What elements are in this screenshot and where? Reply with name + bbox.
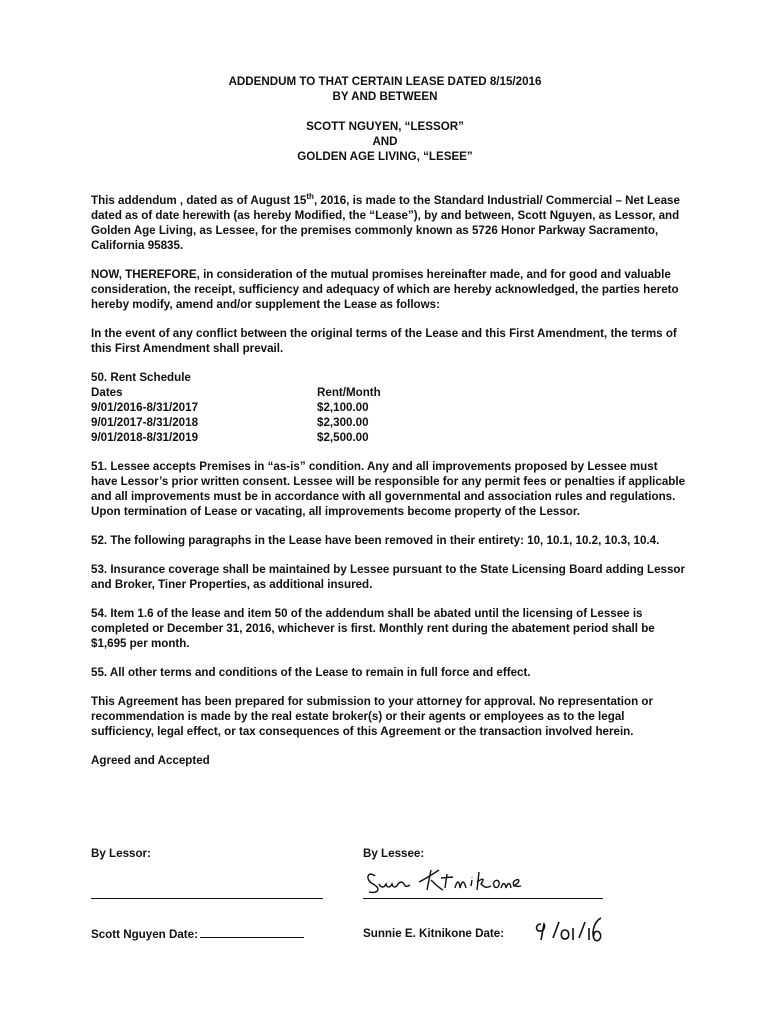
rent-row-dates: 9/01/2017-8/31/2018 bbox=[91, 416, 199, 429]
rent-schedule-row bbox=[91, 415, 686, 430]
title-line-3: SCOTT NGUYEN, “LESSOR” bbox=[306, 120, 464, 133]
rent-schedule-row bbox=[91, 400, 686, 415]
clause-52: 52. The following paragraphs in the Lease have been removed in their entirety: 10, 10.1, 10.2, 10.3, 10.4. bbox=[91, 534, 660, 547]
rent-schedule-heading: 50. Rent Schedule bbox=[91, 371, 191, 384]
lessor-signature-line bbox=[91, 898, 323, 899]
dates-column-header: Dates bbox=[91, 386, 123, 399]
intro-text-b: , 2016, is made to the Standard Industrial/ Commercial – Net Lease dated as of date herewith (as hereby Modified, the “Lease”), by and between, Scott Nguyen, as Lessor, and Golden Age Living, as Lessee, for the premises commonly known as 5726 Honor Parkway Sacramento, California 95835. bbox=[91, 194, 680, 252]
lessee-name-label: Sunnie E. Kitnikone Date: bbox=[363, 927, 505, 940]
rent-row-amount: $2,500.00 bbox=[317, 431, 369, 444]
agreed-accepted: Agreed and Accepted bbox=[91, 754, 210, 767]
rent-schedule-row bbox=[91, 430, 686, 445]
clause-55: 55. All other terms and conditions of the Lease to remain in full force and effect. bbox=[91, 666, 531, 679]
title-line-4: AND bbox=[372, 135, 398, 148]
rent-schedule-header-row bbox=[91, 385, 686, 400]
title-line-1: ADDENDUM TO THAT CERTAIN LEASE DATED 8/15/2016 bbox=[228, 75, 542, 88]
addendum-title-block bbox=[0, 74, 770, 164]
signature-area bbox=[91, 846, 686, 956]
clause-51: 51. Lessee accepts Premises in “as-is” condition. Any and all improvements proposed by Lessee must have Lessor’s prior written consent. Lessee will be responsible for any permit fees or penalties if applicable and all improvements must be in accordance with all governmental and association rules and regulations. Upon termination of Lease or vacating, all improvements become property of the Lessor. bbox=[91, 460, 686, 518]
intro-paragraph bbox=[91, 193, 686, 253]
title-line-5: GOLDEN AGE LIVING, “LESEE” bbox=[297, 150, 473, 163]
rent-schedule bbox=[91, 370, 686, 445]
clause-54: 54. Item 1.6 of the lease and item 50 of the addendum shall be abated until the licensing of Lessee is completed or December 31, 2016, whichever is first. Monthly rent during the abatement period shall be $1,695 per month. bbox=[91, 607, 655, 650]
lessor-name-date bbox=[91, 926, 304, 942]
lessee-signature bbox=[361, 860, 531, 900]
lessee-signature-line bbox=[363, 898, 603, 899]
lessor-label: By Lessor: bbox=[91, 847, 151, 860]
title-line-2: BY AND BETWEEN bbox=[332, 90, 438, 103]
lessee-label: By Lessee: bbox=[363, 847, 425, 860]
rent-row-dates: 9/01/2016-8/31/2017 bbox=[91, 401, 199, 414]
intro-sup: th bbox=[306, 192, 314, 202]
clause-53: 53. Insurance coverage shall be maintained by Lessee pursuant to the State Licensing Board adding Lessor and Broker, Tiner Properties, as additional insured. bbox=[91, 563, 686, 591]
rent-row-amount: $2,100.00 bbox=[317, 401, 369, 414]
addendum-body bbox=[91, 193, 686, 768]
conflict-paragraph: In the event of any conflict between the original terms of the Lease and this First Amendment, the terms of this First Amendment shall prevail. bbox=[91, 327, 677, 355]
now-therefore-paragraph: NOW, THEREFORE, in consideration of the mutual promises hereinafter made, and for good and valuable consideration, the receipt, sufficiency and adequacy of which are hereby acknowledged, the parties hereto hereby modify, amend and/or supplement the Lease as follows: bbox=[91, 268, 679, 311]
rent-row-amount: $2,300.00 bbox=[317, 416, 369, 429]
lessor-name-label: Scott Nguyen Date: bbox=[91, 928, 198, 941]
rent-row-dates: 9/01/2018-8/31/2019 bbox=[91, 431, 199, 444]
intro-text-a: This addendum , dated as of August 15 bbox=[91, 194, 307, 207]
disclaimer-paragraph: This Agreement has been prepared for submission to your attorney for approval. No representation or recommendation is made by the real estate broker(s) or their agents or employees as to the legal sufficiency, legal effect, or tax consequences of this Agreement or the transaction involved herein. bbox=[91, 695, 653, 738]
lessor-date-blank[interactable] bbox=[200, 926, 304, 938]
lessee-handwritten-date bbox=[533, 916, 603, 946]
rent-column-header: Rent/Month bbox=[317, 386, 381, 399]
